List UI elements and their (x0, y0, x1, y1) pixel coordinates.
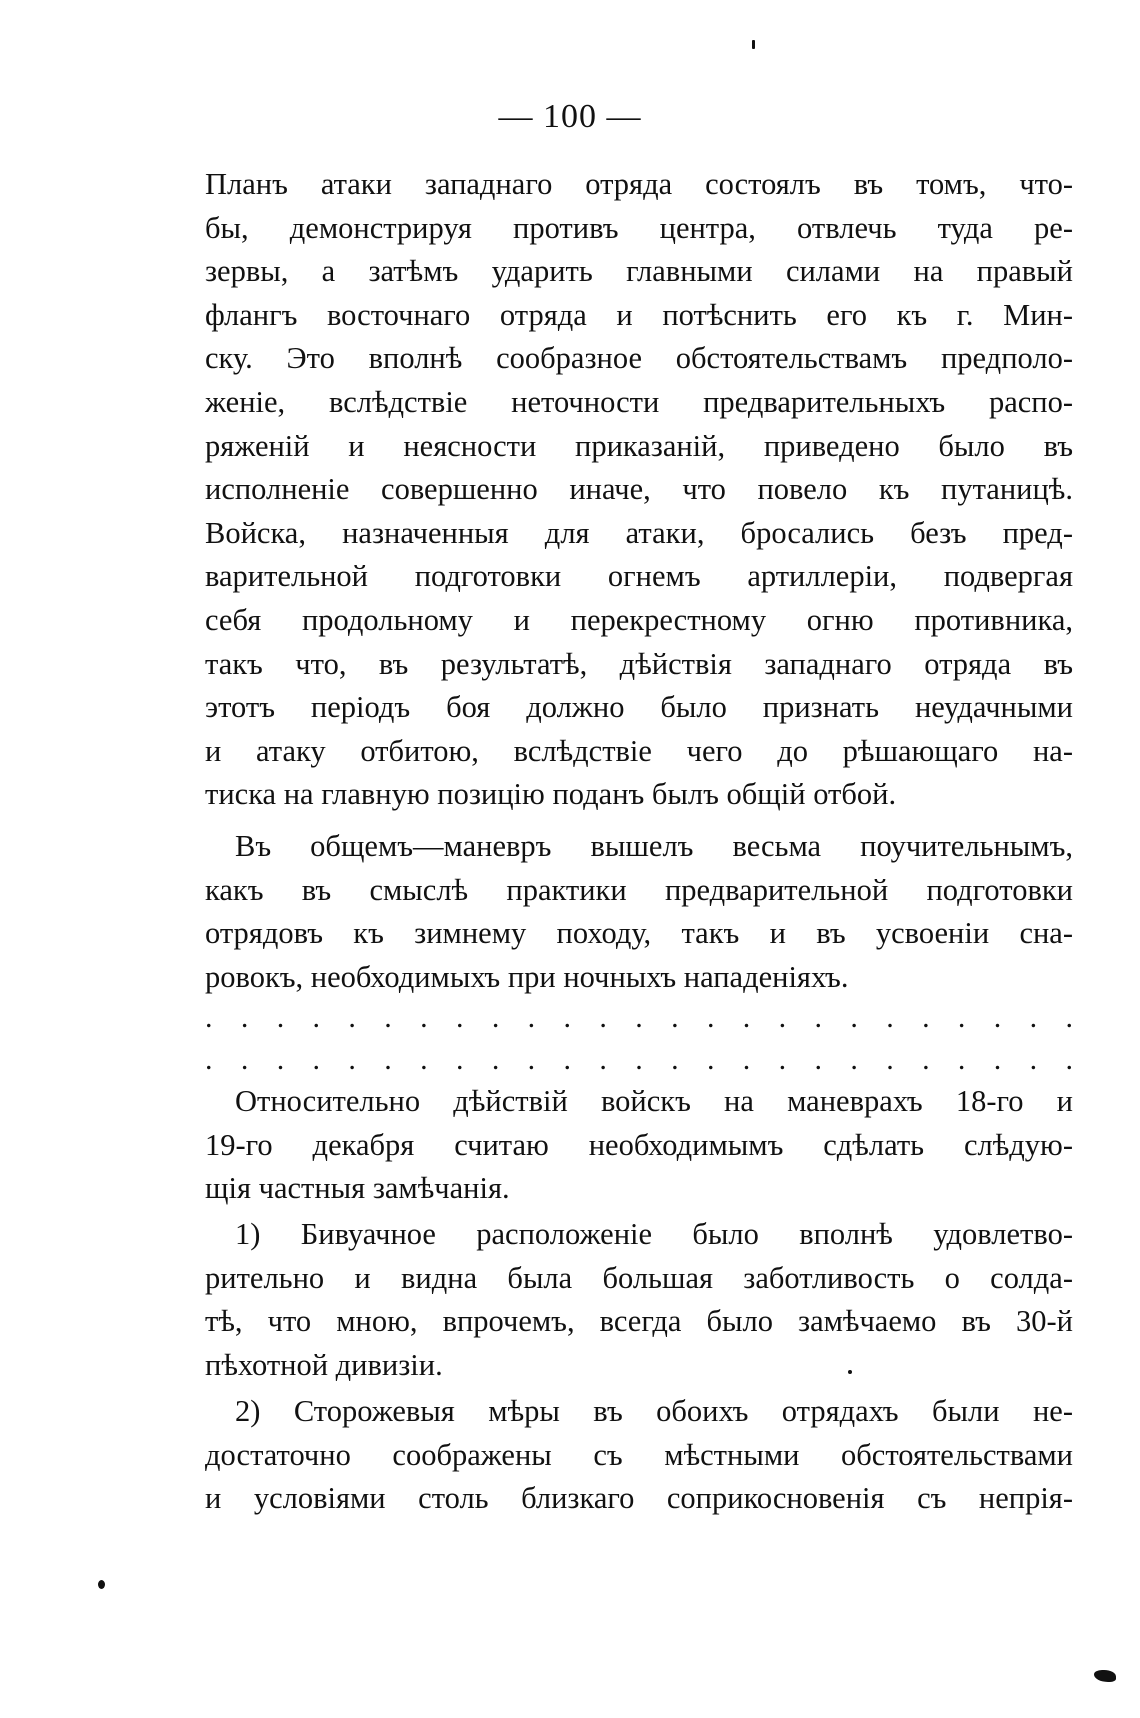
text-line: 2) Сторожевыя мѣры въ обоихъ отрядахъ были не- (235, 1394, 1073, 1428)
text-line: женіе, вслѣдствіе неточности предварительныхъ распо- (205, 384, 1073, 419)
text-line: достаточно соображены съ мѣстными обстоятельствами (205, 1437, 1073, 1472)
text-line: Войска, назначенныя для атаки, бросались безъ пред- (205, 515, 1073, 550)
dot-separator: . . . . . . . . . . . . . . . . . . . . . . . . . (205, 1001, 1073, 1034)
text-line: отрядовъ къ зимнему походу, такъ и въ усвоеніи сна- (205, 916, 1073, 951)
paragraph-plan (205, 163, 1073, 817)
text-line: ровокъ, необходимыхъ при ночныхъ нападеніяхъ. (205, 959, 849, 994)
text-line: и атаку отбитою, вслѣдствіе чего до рѣшающаго на- (205, 733, 1073, 768)
text-line: исполненіе совершенно иначе, что повело къ путаницѣ. (205, 472, 1073, 507)
text-line: 19-го декабря считаю необходимымъ сдѣлать слѣдую- (205, 1127, 1073, 1162)
text-line: какъ въ смыслѣ практики предварительной подготовки (205, 872, 1073, 907)
text-line: ряженій и неясности приказаній, приведено было въ (205, 428, 1073, 463)
scan-speck (1094, 1670, 1116, 1682)
text-line: варительной подготовки огнемъ артиллеріи, подвергая (205, 559, 1073, 594)
text-line: зервы, а затѣмъ ударить главными силами на правый (205, 254, 1073, 289)
paragraph-remark-2 (205, 1390, 1073, 1521)
scan-speck (848, 1370, 852, 1374)
text-line: такъ что, въ результатѣ, дѣйствія западнаго отряда въ (205, 646, 1073, 681)
text-line: 1) Бивуачное расположеніе было вполнѣ удовлетво- (235, 1217, 1073, 1251)
text-line: Относительно дѣйствій войскъ на маневрахъ 18-го и (235, 1084, 1073, 1118)
paragraph-summary (205, 825, 1073, 999)
text-line: тѣ, что мною, впрочемъ, всегда было замѣчаемо въ 30-й (205, 1304, 1073, 1339)
text-line: бы, демонстрируя противъ центра, отвлечь туда ре- (205, 210, 1073, 245)
dot-separator: . . . . . . . . . . . . . . . . . . . . . . . . . (205, 1043, 1073, 1076)
text-line: этотъ періодъ боя должно было признать неудачными (205, 690, 1073, 725)
text-line: и условіями столь близкаго соприкосновенія съ непрія- (205, 1481, 1073, 1516)
text-line: Планъ атаки западнаго отряда состоялъ въ томъ, что- (205, 167, 1073, 201)
paragraph-remark-1 (205, 1213, 1073, 1387)
paragraph-remarks-intro (205, 1080, 1073, 1211)
text-line: пѣхотной дивизіи. (205, 1347, 443, 1382)
scan-speck (752, 40, 755, 49)
text-line: тиска на главную позицію поданъ былъ общій отбой. (205, 777, 897, 812)
scan-speck (98, 1580, 105, 1589)
text-line: себя продольному и перекрестному огню противника, (205, 602, 1073, 637)
text-line: Въ общемъ—маневръ вышелъ весьма поучительнымъ, (235, 829, 1073, 863)
text-line: флангъ восточнаго отряда и потѣснить его къ г. Мин- (205, 297, 1073, 332)
page-number: — 100 — (498, 98, 642, 135)
text-line: щія частныя замѣчанія. (205, 1171, 510, 1206)
text-line: рительно и видна была большая заботливость о солда- (205, 1260, 1073, 1295)
text-line: ску. Это вполнѣ сообразное обстоятельствамъ предполо- (205, 341, 1073, 376)
